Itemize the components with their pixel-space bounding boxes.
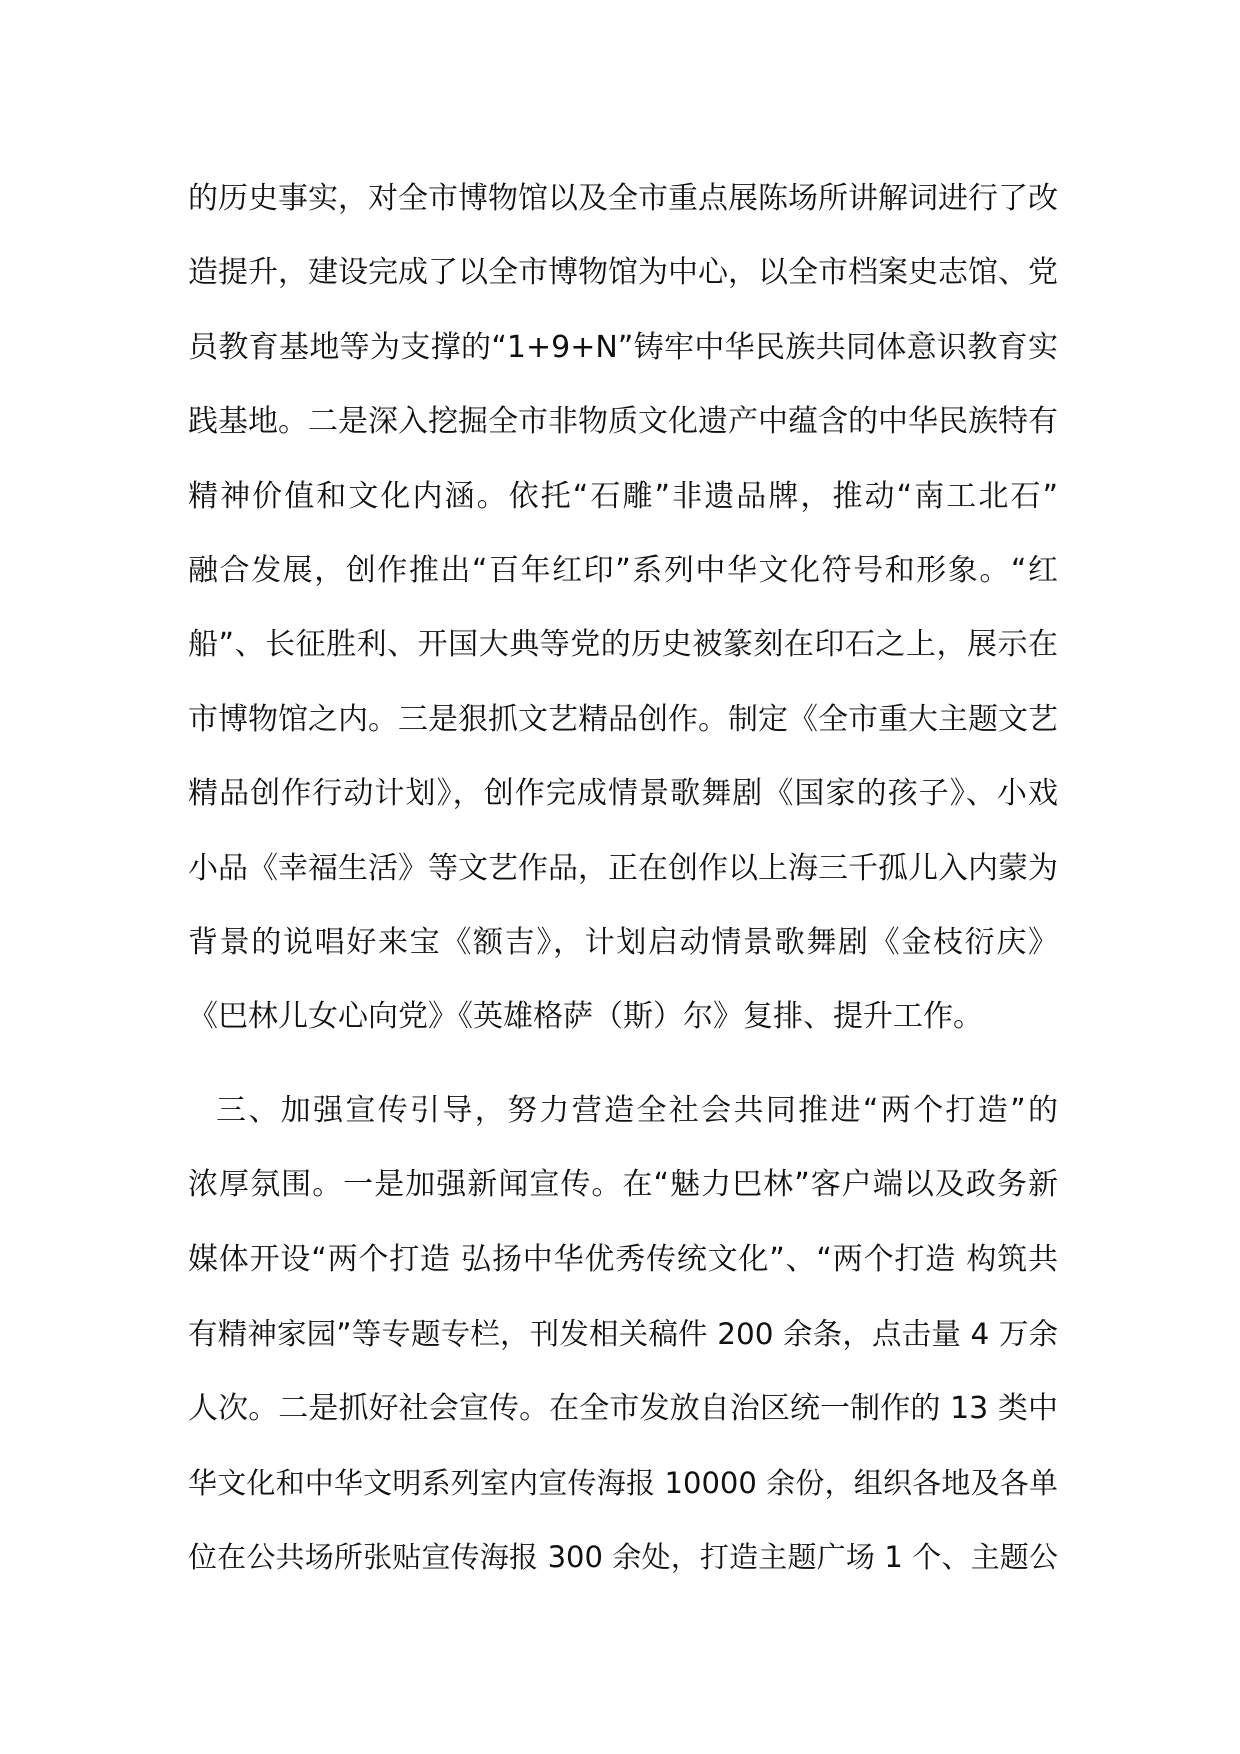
paragraph-line: 精神价值和文化内涵。依托“石雕”非遗品牌，推动“南工北石” (188, 478, 1058, 514)
paragraph-line: 华文化和中华文明系列室内宣传海报 10000 余份，组织各地及各单 (188, 1465, 1058, 1500)
paragraph-line: 船”、长征胜利、开国大典等党的历史被篆刻在印石之上，展示在 (188, 627, 1058, 663)
paragraph-line: 浓厚氛围。一是加强新闻宣传。在“魅力巴林”客户端以及政务新 (188, 1167, 1058, 1203)
paragraph-line: 有精神家园”等专题专栏，刊发相关稿件 200 余条，点击量 4 万余 (188, 1317, 1058, 1352)
paragraph-line: 的历史事实，对全市博物馆以及全市重点展陈场所讲解词进行了改 (188, 181, 1058, 216)
paragraph-line: 人次。二是抓好社会宣传。在全市发放自治区统一制作的 13 类中 (188, 1390, 1058, 1426)
paragraph-line: 员教育基地等为支撑的“1+9+N”铸牢中华民族共同体意识教育实 (188, 329, 1058, 365)
paragraph-line: 位在公共场所张贴宣传海报 300 余处，打造主题广场 1 个、主题公 (188, 1540, 1058, 1575)
paragraph-line: 融合发展，创作推出“百年红印”系列中华文化符号和形象。“红 (188, 552, 1058, 588)
paragraph-line: 造提升，建设完成了以全市博物馆为中心，以全市档案史志馆、党 (188, 255, 1058, 291)
paragraph-line: 践基地。二是深入挖掘全市非物质文化遗产中蕴含的中华民族特有 (188, 404, 1058, 440)
paragraph-line: 媒体开设“两个打造 弘扬中华优秀传统文化”、“两个打造 构筑共 (188, 1241, 1058, 1277)
paragraph-line: 背景的说唱好来宝《额吉》，计划启动情景歌舞剧《金枝衍庆》 (188, 924, 1058, 960)
body-paragraph-2 (188, 1074, 1058, 1595)
section-heading-line: 三、加强宣传引导，努力营造全社会共同推进“两个打造”的 (216, 1093, 1058, 1128)
paragraph-line: 小品《幸福生活》等文艺作品，正在创作以上海三千孤儿入内蒙为 (188, 850, 1058, 886)
paragraph-line: 《巴林儿女心向党》《英雄格萨（斯）尔》复排、提升工作。 (188, 999, 983, 1035)
paragraph-line: 精品创作行动计划》，创作完成情景歌舞剧《国家的孩子》、小戏 (188, 776, 1058, 812)
body-paragraph-1 (188, 162, 1058, 1055)
paragraph-line: 市博物馆之内。三是狠抓文艺精品创作。制定《全市重大主题文艺 (188, 701, 1058, 737)
